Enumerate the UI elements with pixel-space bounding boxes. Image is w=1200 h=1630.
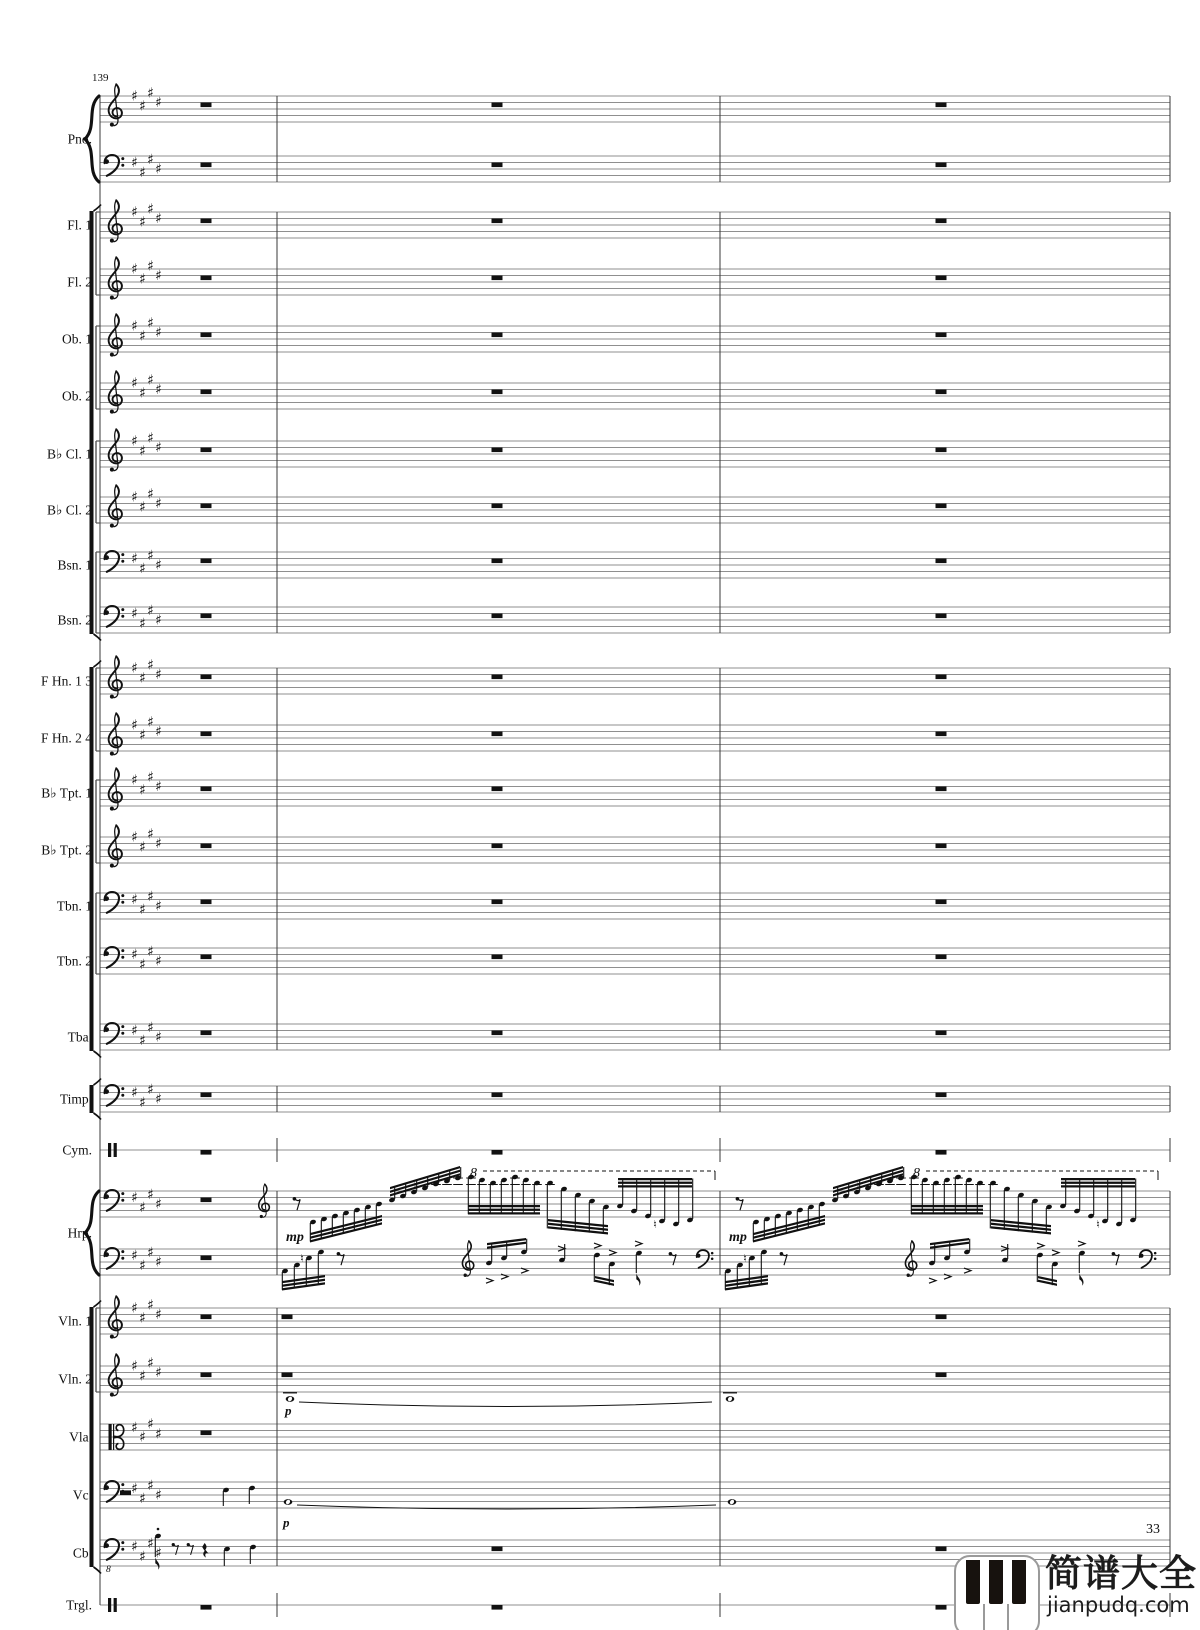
svg-text:♯: ♯ — [131, 829, 138, 846]
instrument-label-tbn2: Tbn. 2 — [56, 953, 92, 969]
dynamic-mp-m3: mp — [729, 1230, 747, 1245]
harp-run-lh-m3 — [724, 1238, 1156, 1291]
svg-text:♯: ♯ — [155, 724, 162, 741]
instrument-label-ob1: Ob. 1 — [62, 331, 92, 347]
svg-text:♯: ♯ — [131, 1023, 138, 1040]
svg-text:♯: ♯ — [147, 888, 154, 905]
ottava-8-m2: 8 — [470, 1166, 477, 1181]
svg-text:♯: ♯ — [139, 1199, 146, 1216]
svg-text:♯: ♯ — [155, 1029, 162, 1046]
svg-text:♯: ♯ — [131, 1190, 138, 1207]
instrument-label-hn24: F Hn. 2 4 — [40, 730, 92, 746]
svg-text:♯: ♯ — [147, 769, 154, 786]
instrument-label-tpt2: B♭ Tpt. 2 — [41, 842, 92, 858]
page-number: 33 — [1146, 1522, 1160, 1537]
svg-text:♮: ♮ — [1096, 1218, 1100, 1231]
svg-text:♯: ♯ — [155, 211, 162, 228]
svg-text:♯: ♯ — [155, 667, 162, 684]
svg-text:♯: ♯ — [147, 486, 154, 503]
svg-text:♮: ♮ — [743, 1252, 747, 1265]
svg-text:♯: ♯ — [155, 268, 162, 285]
svg-text:♯: ♯ — [139, 98, 146, 115]
svg-text:♯: ♯ — [155, 161, 162, 178]
svg-text:♯: ♯ — [155, 1545, 162, 1562]
svg-text:♯: ♯ — [139, 443, 146, 460]
instrument-label-vc: Vc. — [72, 1487, 92, 1503]
svg-text:♯: ♯ — [131, 155, 138, 172]
svg-text:♯: ♯ — [139, 385, 146, 402]
instrument-label-hn13: F Hn. 1 3 — [40, 673, 92, 689]
watermark-site-name: 简谱大全 — [1045, 1553, 1197, 1594]
staff-row-vc — [100, 1482, 1170, 1508]
svg-text:♯: ♯ — [139, 1490, 146, 1507]
svg-text:♯: ♯ — [147, 1535, 154, 1552]
svg-text:♮: ♮ — [300, 1252, 304, 1265]
instrument-label-hrp: Hrp. — [67, 1225, 92, 1241]
svg-text:♯: ♯ — [139, 782, 146, 799]
dynamic-mp-m2: mp — [286, 1230, 304, 1245]
svg-text:♯: ♯ — [131, 261, 138, 278]
staff-row-hn24 — [100, 725, 1170, 751]
svg-text:♯: ♯ — [155, 612, 162, 629]
staff-row-cl1 — [100, 441, 1170, 467]
svg-text:♯: ♯ — [147, 1186, 154, 1203]
svg-text:♯: ♯ — [131, 88, 138, 105]
ottava-8-m3: 8 — [913, 1166, 920, 1181]
svg-text:♯: ♯ — [131, 375, 138, 392]
watermark-site-url: jianpudq.com — [1047, 1593, 1190, 1617]
svg-text:♯: ♯ — [139, 1310, 146, 1327]
svg-text:♯: ♯ — [155, 1307, 162, 1324]
svg-text:♯: ♯ — [147, 1244, 154, 1261]
svg-text:♯: ♯ — [139, 615, 146, 632]
svg-text:♯: ♯ — [139, 271, 146, 288]
staff-row-pno-lh — [100, 156, 1170, 182]
svg-text:♯: ♯ — [155, 953, 162, 970]
staff-row-tpt2 — [100, 837, 1170, 863]
svg-text:♯: ♯ — [131, 1481, 138, 1498]
svg-text:♯: ♯ — [147, 602, 154, 619]
svg-text:♮: ♮ — [653, 1218, 657, 1231]
svg-text:♯: ♯ — [147, 85, 154, 102]
staff-row-tbn1 — [100, 893, 1170, 919]
svg-text:♯: ♯ — [139, 214, 146, 231]
svg-text:♯: ♯ — [155, 1365, 162, 1382]
clefs-and-keys — [104, 84, 269, 1612]
svg-text:♯: ♯ — [155, 1091, 162, 1108]
staff-row-tbn2 — [100, 948, 1170, 974]
dynamic-p-cello: p — [283, 1515, 290, 1530]
svg-text:♯: ♯ — [131, 717, 138, 734]
svg-text:♯: ♯ — [131, 660, 138, 677]
svg-text:♯: ♯ — [155, 440, 162, 457]
svg-text:♯: ♯ — [131, 318, 138, 335]
svg-text:♯: ♯ — [139, 1094, 146, 1111]
instrument-label-vln1: Vln. 1 — [58, 1313, 92, 1329]
staff-row-ob2 — [100, 383, 1170, 409]
svg-text:♯: ♯ — [155, 382, 162, 399]
piano-logo-icon — [954, 1555, 1040, 1630]
svg-text:♯: ♯ — [139, 1368, 146, 1385]
instrument-label-vln2: Vln. 2 — [58, 1371, 92, 1387]
instrument-label-fl2: Fl. 2 — [67, 274, 92, 290]
harp-run-rh-m3 — [729, 1166, 1158, 1245]
svg-text:♯: ♯ — [155, 1426, 162, 1443]
svg-text:♯: ♯ — [131, 606, 138, 623]
svg-text:♯: ♯ — [147, 430, 154, 447]
svg-text:♯: ♯ — [147, 372, 154, 389]
svg-text:♯: ♯ — [131, 1419, 138, 1436]
svg-text:♯: ♯ — [139, 499, 146, 516]
instrument-label-timp: Timp. — [59, 1091, 92, 1107]
svg-text:♯: ♯ — [131, 204, 138, 221]
instrument-label-cl1: B♭ Cl. 1 — [46, 446, 92, 462]
instrument-label-cb: Cb. — [72, 1545, 92, 1561]
svg-text:♯: ♯ — [147, 1019, 154, 1036]
svg-text:♯: ♯ — [155, 898, 162, 915]
instrument-label-tpt1: B♭ Tpt. 1 — [41, 785, 92, 801]
svg-text:♯: ♯ — [155, 1254, 162, 1271]
svg-text:♯: ♯ — [147, 201, 154, 218]
staff-lines — [100, 96, 1170, 1605]
svg-text:♯: ♯ — [147, 315, 154, 332]
staff-row-fl1 — [100, 212, 1170, 238]
svg-text:♯: ♯ — [139, 839, 146, 856]
staff-row-vln1 — [100, 1308, 1170, 1334]
group-brackets — [85, 96, 101, 1574]
svg-text:♯: ♯ — [139, 1548, 146, 1565]
instrument-label-cl2: B♭ Cl. 2 — [46, 502, 92, 518]
staff-row-fl2 — [100, 269, 1170, 295]
svg-text:♯: ♯ — [155, 557, 162, 574]
svg-text:♯: ♯ — [131, 1300, 138, 1317]
instrument-labels — [41, 132, 92, 1613]
svg-text:♯: ♯ — [147, 657, 154, 674]
staff-row-hrp-rh — [100, 1191, 1170, 1217]
svg-text:♯: ♯ — [147, 943, 154, 960]
svg-text:♯: ♯ — [139, 956, 146, 973]
svg-text:♯: ♯ — [147, 826, 154, 843]
svg-text:♮: ♮ — [413, 1180, 417, 1193]
svg-text:♯: ♯ — [131, 1539, 138, 1556]
staff-row-ob1 — [100, 326, 1170, 352]
instrument-label-fl1: Fl. 1 — [67, 217, 92, 233]
svg-text:♯: ♯ — [131, 772, 138, 789]
svg-text:♯: ♯ — [147, 1355, 154, 1372]
instrument-label-cym: Cym. — [62, 1142, 92, 1158]
svg-text:♯: ♯ — [139, 328, 146, 345]
svg-text:♯: ♯ — [139, 1429, 146, 1446]
staff-row-vln2 — [100, 1366, 1170, 1392]
svg-text:♯: ♯ — [147, 258, 154, 275]
svg-text:♯: ♯ — [147, 547, 154, 564]
staff-row-tpt1 — [100, 780, 1170, 806]
harp-run-rh-m2 — [286, 1166, 715, 1245]
svg-text:♯: ♯ — [155, 95, 162, 112]
svg-text:♮: ♮ — [856, 1180, 860, 1193]
instrument-label-tba: Tba. — [67, 1029, 92, 1045]
svg-text:♯: ♯ — [139, 560, 146, 577]
staff-row-bsn1 — [100, 552, 1170, 578]
svg-text:♯: ♯ — [147, 1416, 154, 1433]
instrument-label-tbn1: Tbn. 1 — [56, 898, 92, 914]
svg-text:♯: ♯ — [147, 714, 154, 731]
svg-text:♯: ♯ — [155, 1196, 162, 1213]
svg-text:♯: ♯ — [139, 901, 146, 918]
svg-text:♯: ♯ — [139, 727, 146, 744]
staff-row-timp — [100, 1086, 1170, 1112]
dynamic-p-viola: p — [285, 1403, 292, 1418]
svg-text:♯: ♯ — [147, 1081, 154, 1098]
svg-text:♯: ♯ — [155, 496, 162, 513]
svg-text:♯: ♯ — [139, 164, 146, 181]
staff-row-tba — [100, 1024, 1170, 1050]
svg-text:♯: ♯ — [131, 433, 138, 450]
svg-text:♯: ♯ — [131, 1085, 138, 1102]
svg-text:♯: ♯ — [147, 151, 154, 168]
svg-text:♯: ♯ — [131, 551, 138, 568]
svg-text:♯: ♯ — [155, 325, 162, 342]
svg-text:♯: ♯ — [139, 670, 146, 687]
svg-text:♯: ♯ — [155, 779, 162, 796]
staff-row-hn13 — [100, 668, 1170, 694]
instrument-label-bsn1: Bsn. 1 — [57, 557, 92, 573]
svg-text:♯: ♯ — [131, 947, 138, 964]
staff-row-vla — [100, 1424, 1170, 1450]
svg-text:♯: ♯ — [139, 1257, 146, 1274]
instrument-label-ob2: Ob. 2 — [62, 388, 92, 404]
svg-text:♯: ♯ — [131, 1358, 138, 1375]
svg-text:♯: ♯ — [139, 1032, 146, 1049]
svg-text:♯: ♯ — [131, 489, 138, 506]
staff-row-pno-rh — [100, 96, 1170, 122]
measure-number: 139 — [92, 72, 109, 84]
svg-text:♯: ♯ — [155, 1487, 162, 1504]
svg-text:8: 8 — [106, 1565, 111, 1575]
staff-row-hrp-lh — [100, 1249, 1170, 1275]
staff-row-bsn2 — [100, 607, 1170, 633]
page-texts — [92, 72, 1160, 1537]
svg-text:♯: ♯ — [155, 836, 162, 853]
svg-text:♯: ♯ — [147, 1477, 154, 1494]
instrument-label-bsn2: Bsn. 2 — [57, 612, 92, 628]
svg-text:♯: ♯ — [131, 892, 138, 909]
staff-row-cl2 — [100, 497, 1170, 523]
harp-run-lh-m2 — [281, 1238, 713, 1291]
svg-text:♯: ♯ — [147, 1297, 154, 1314]
instrument-label-vla: Vla. — [69, 1429, 92, 1445]
watermark — [954, 1555, 1197, 1630]
svg-text:♯: ♯ — [131, 1248, 138, 1265]
instrument-label-trgl: Trgl. — [66, 1597, 92, 1613]
string-notes — [120, 1393, 737, 1570]
instrument-label-pno: Pno. — [67, 131, 92, 147]
